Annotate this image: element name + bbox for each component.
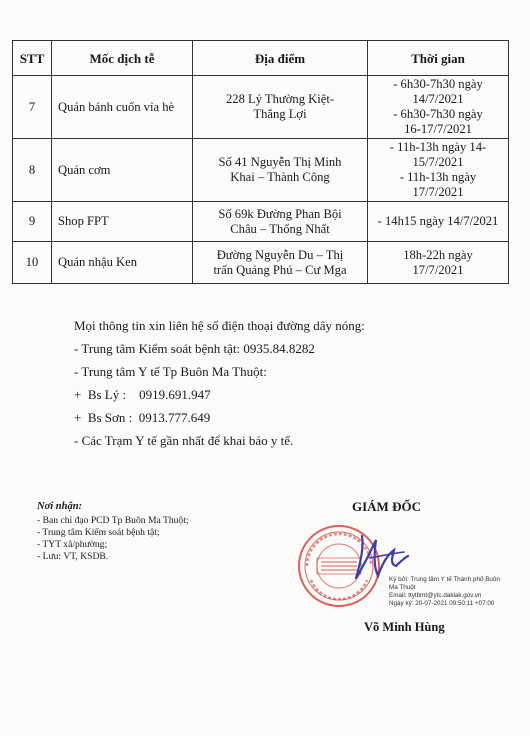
hotline-intro: Mọi thông tin xin liên hệ số điện thoại đường dây nóng: — [74, 318, 365, 333]
time-line: 15/7/2021 — [412, 155, 464, 169]
esign-line: Email: ttytbmt@ytc.daklak.gov.vn — [389, 592, 482, 599]
signer-name: Võ Minh Hùng — [364, 620, 445, 634]
place-line: trấn Quảng Phú – Cư Mga — [213, 262, 347, 277]
esign-line: Ngày ký: 20-07-2021 09:50:11 +07:00 — [389, 600, 495, 607]
table-row — [13, 76, 509, 139]
row-stt: 8 — [13, 139, 52, 202]
table-header-row — [13, 41, 509, 76]
recipients-block — [37, 501, 189, 563]
row-stt: 9 — [13, 202, 52, 242]
table-row — [13, 139, 509, 202]
row-time — [368, 202, 509, 242]
row-place — [193, 139, 368, 202]
place-line: Số 69k Đường Phan Bội — [218, 206, 342, 221]
row-place — [193, 202, 368, 242]
header-time: Thời gian — [368, 41, 509, 76]
recipient-item: - TYT xã/phường; — [37, 539, 108, 550]
recipient-item: - Ban chỉ đạo PCD Tp Buôn Ma Thuột; — [37, 515, 189, 526]
esign-line: Ký bởi: Trung tâm Y tế Thành phố Buôn — [389, 576, 500, 583]
row-stt: 10 — [13, 242, 52, 284]
time-line: - 11h-13h ngày 14- — [389, 140, 487, 154]
row-name: Quán nhậu Ken — [52, 242, 193, 284]
recipients-title: Nơi nhận: — [37, 501, 83, 512]
esign-line: Ma Thuột — [389, 584, 416, 591]
row-place — [193, 76, 368, 139]
time-line: 14/7/2021 — [412, 92, 464, 106]
director-title: GIÁM ĐỐC — [352, 499, 421, 514]
place-line: Châu – Thống Nhất — [230, 221, 330, 236]
time-line: 18h-22h ngày — [403, 247, 473, 262]
hotline-doctor-son: + Bs Sơn : 0913.777.649 — [74, 410, 211, 425]
row-time — [368, 139, 509, 202]
time-line: 17/7/2021 — [412, 262, 464, 277]
place-line: Khai – Thành Công — [230, 170, 330, 184]
time-line: - 14h15 ngày 14/7/2021 — [377, 214, 499, 228]
hotline-doctor-ly: + Bs Lý : 0919.691.947 — [74, 387, 211, 402]
time-line: - 6h30-7h30 ngày — [393, 107, 483, 121]
row-time — [368, 242, 509, 284]
time-line: - 11h-13h ngày — [399, 170, 477, 184]
place-line: Số 41 Nguyễn Thị Minh — [218, 155, 342, 169]
table-row — [13, 242, 509, 284]
row-stt: 7 — [13, 76, 52, 139]
place-line: 228 Lý Thường Kiệt- — [225, 92, 335, 106]
place-line: Đường Nguyễn Du – Thị — [216, 247, 344, 262]
row-time — [368, 76, 509, 139]
time-line: - 6h30-7h30 ngày — [393, 77, 483, 91]
time-line: 17/7/2021 — [412, 185, 464, 199]
header-stt: STT — [13, 41, 52, 76]
hotline-medical-center: - Trung tâm Y tế Tp Buôn Ma Thuột: — [74, 364, 267, 379]
header-name: Mốc dịch tễ — [52, 41, 193, 76]
epidemiology-table — [12, 40, 509, 284]
time-line: 16-17/7/2021 — [404, 122, 472, 136]
row-place — [193, 242, 368, 284]
recipient-item: - Lưu: VT, KSDB. — [37, 551, 109, 562]
hotline-cdc: - Trung tâm Kiểm soát bệnh tật: 0935.84.8282 — [74, 341, 315, 356]
row-name: Quán bánh cuốn vỉa hè — [52, 76, 193, 139]
header-place: Địa điểm — [193, 41, 368, 76]
row-name: Quán cơm — [52, 139, 193, 202]
digital-signature-info — [389, 576, 500, 608]
table-row — [13, 202, 509, 242]
row-name: Shop FPT — [52, 202, 193, 242]
place-line: Thắng Lợi — [253, 107, 307, 121]
recipient-item: - Trung tâm Kiểm soát bệnh tật; — [37, 527, 160, 538]
hotline-section — [74, 314, 365, 452]
hotline-stations: - Các Trạm Y tế gần nhất để khai báo y tế. — [74, 433, 294, 448]
